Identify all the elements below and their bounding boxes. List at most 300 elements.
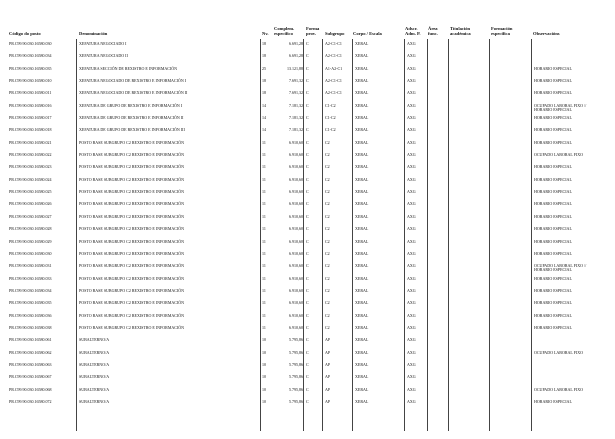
cell-sub: A2-C1-C1 [325,90,342,96]
table-row [9,397,606,409]
column-divider [260,39,261,431]
cell-level: 11 [262,300,266,306]
cell-sub: C2 [325,263,330,269]
cell-level: 11 [262,238,266,244]
cell-comp: 5.795,86 [289,349,303,355]
cell-comp: 6.910,60 [289,250,303,256]
table-row [9,150,606,162]
cell-comp: 5.795,86 [289,374,303,380]
cell-forma: C [306,115,309,121]
cell-forma: C [306,41,309,46]
cell-name: SUBALTERNO/A [79,374,110,380]
cell-corpo: XERAL [355,176,369,182]
cell-level: 11 [262,324,266,330]
cell-name: POSTO BASE SUBGRUPO C2 REXISTRO E INFORMACIÓN [79,213,185,219]
cell-code: PR.C99.90.030.16580.068 [9,386,52,392]
cell-corpo: XERAL [355,164,369,170]
table-row [9,51,606,63]
cell-sub: C2 [325,275,330,281]
header-subgrupo: Subgrupo [325,31,345,36]
header-adscr: Adscr. Adm. P. [405,26,421,36]
table-row [9,348,606,360]
cell-sub: C1-C2 [325,115,336,121]
cell-sub: AP [325,398,331,404]
cell-comp: 5.795,86 [289,337,303,343]
cell-corpo: XERAL [355,361,369,367]
table-row [9,138,606,150]
cell-obs: HORARIO ESPECIAL [534,213,572,219]
cell-level: 25 [262,65,266,71]
cell-corpo: XERAL [355,287,369,293]
cell-forma: C [306,349,309,355]
cell-corpo: XERAL [355,90,369,96]
cell-obs: HORARIO ESPECIAL [534,65,572,71]
cell-forma: C [306,213,309,219]
cell-obs: HORARIO ESPECIAL [534,250,572,256]
cell-obs: HORARIO ESPECIAL [534,324,572,330]
cell-sub: AP [325,337,331,343]
cell-obs: OCUPADO LABORAL FIXO // HORARIO ESPECIAL [534,263,587,273]
cell-sub: A2-C1-C1 [325,78,342,84]
cell-comp: 6.910,60 [289,324,303,330]
header-forma: Forma prov. [306,26,320,36]
cell-code: PR.C99.90.030.16580.022 [9,152,52,158]
cell-name: XEFATURA NEGOCIADO I [79,41,127,46]
cell-obs: HORARIO ESPECIAL [534,90,572,96]
cell-comp: 6.910,60 [289,300,303,306]
cell-adscr: AXG [407,127,416,133]
table-row [9,175,606,187]
table-row [9,237,606,249]
cell-forma: C [306,287,309,293]
header-nivel: Nv. [262,31,269,36]
cell-sub: C2 [325,324,330,330]
cell-name: XEFATURA NEGOCIADO DE REXISTRO E INFORMACIÓN II [79,90,188,96]
column-divider [489,39,490,431]
cell-level: 11 [262,152,266,158]
cell-name: XEFATURA SECCIÓN DE REXISTRO E INFORMACIÓN [79,65,178,71]
cell-comp: 6.910,60 [289,275,303,281]
cell-code: PR.C99.90.030.16580.031 [9,263,52,269]
cell-corpo: XERAL [355,337,369,343]
cell-level: 11 [262,226,266,232]
cell-name: SUBALTERNO/A [79,361,110,367]
cell-level: 18 [262,53,266,59]
cell-sub: C2 [325,152,330,158]
cell-corpo: XERAL [355,65,369,71]
cell-obs: HORARIO ESPECIAL [534,287,572,293]
cell-forma: C [306,324,309,330]
cell-sub: AP [325,386,331,392]
table-row [9,187,606,199]
cell-level: 11 [262,164,266,170]
cell-corpo: XERAL [355,41,369,46]
cell-adscr: AXG [407,250,416,256]
cell-obs: HORARIO ESPECIAL [534,300,572,306]
cell-comp: 5.795,86 [289,386,303,392]
cell-adscr: AXG [407,349,416,355]
cell-code: PR.C99.90.030.16580.034 [9,53,52,59]
cell-sub: C2 [325,176,330,182]
table-row [9,76,606,88]
cell-comp: 6.910,60 [289,213,303,219]
table-row [9,64,606,76]
cell-adscr: AXG [407,102,416,108]
cell-obs: HORARIO ESPECIAL [534,127,572,133]
cell-code: PR.C99.90.030.16580.062 [9,349,52,355]
cell-level: 10 [262,337,266,343]
cell-obs: HORARIO ESPECIAL [534,201,572,207]
cell-comp: 6.910,60 [289,312,303,318]
cell-adscr: AXG [407,275,416,281]
cell-code: PR.C99.90.030.16580.038 [9,324,52,330]
table-row [9,39,606,51]
cell-code: PR.C99.90.030.16580.023 [9,164,52,170]
cell-adscr: AXG [407,300,416,306]
cell-code: PR.C99.90.030.16580.033 [9,275,52,281]
cell-comp: 5.795,86 [289,361,303,367]
cell-obs: HORARIO ESPECIAL [534,176,572,182]
cell-sub: C2 [325,189,330,195]
table-row [9,212,606,224]
cell-comp: 7.691,32 [289,78,303,84]
cell-forma: C [306,176,309,182]
column-divider [531,39,532,431]
cell-adscr: AXG [407,263,416,269]
cell-adscr: AXG [407,41,416,46]
cell-code: PR.C99.90.030.16580.026 [9,201,52,207]
rpt-table [9,25,606,409]
table-row [9,286,606,298]
column-divider [322,39,323,431]
cell-code: PR.C99.90.030.16580.030 [9,41,52,46]
cell-code: PR.C99.90.030.16580.030 [9,250,52,256]
cell-level: 10 [262,386,266,392]
cell-obs: OCUPADO LABORAL FIXO [534,386,584,392]
cell-forma: C [306,250,309,256]
cell-forma: C [306,90,309,96]
cell-obs: HORARIO ESPECIAL [534,238,572,244]
cell-code: PR.C99.90.030.16580.035 [9,65,52,71]
cell-corpo: XERAL [355,238,369,244]
cell-code: PR.C99.90.030.16580.034 [9,287,52,293]
column-divider [427,39,428,431]
cell-code: PR.C99.90.030.16580.016 [9,102,52,108]
cell-obs: HORARIO ESPECIAL [534,139,572,145]
cell-level: 11 [262,176,266,182]
cell-forma: C [306,386,309,392]
cell-corpo: XERAL [355,127,369,133]
cell-code: PR.C99.90.030.16580.063 [9,361,52,367]
cell-level: 18 [262,78,266,84]
table-body [9,39,606,409]
header-corpo: Corpo / Escala [353,31,382,36]
cell-name: POSTO BASE SUBGRUPO C2 REXISTRO E INFORMACIÓN [79,189,185,195]
cell-corpo: XERAL [355,226,369,232]
cell-corpo: XERAL [355,115,369,121]
cell-adscr: AXG [407,201,416,207]
cell-comp: 6.691,28 [289,41,303,46]
cell-name: XEFATURA NEGOCIADO II [79,53,128,59]
table-row [9,311,606,323]
cell-forma: C [306,398,309,404]
cell-comp: 6.910,60 [289,263,303,269]
cell-obs: HORARIO ESPECIAL [534,312,572,318]
cell-forma: C [306,238,309,244]
cell-forma: C [306,275,309,281]
cell-comp: 6.910,60 [289,287,303,293]
cell-sub: A1-A2-C1 [325,65,343,71]
cell-level: 11 [262,275,266,281]
cell-level: 11 [262,263,266,269]
cell-comp: 6.910,60 [289,152,303,158]
cell-corpo: XERAL [355,78,369,84]
column-divider [76,39,77,431]
cell-adscr: AXG [407,152,416,158]
cell-level: 10 [262,349,266,355]
column-divider [448,39,449,431]
cell-sub: C2 [325,238,330,244]
cell-sub: C1-C2 [325,102,336,108]
cell-forma: C [306,53,309,59]
cell-adscr: AXG [407,386,416,392]
cell-level: 18 [262,41,266,46]
cell-level: 14 [262,102,266,108]
cell-corpo: XERAL [355,275,369,281]
cell-name: POSTO BASE SUBGRUPO C2 REXISTRO E INFORMACIÓN [79,238,185,244]
cell-code: PR.C99.90.030.16580.010 [9,78,52,84]
cell-corpo: XERAL [355,349,369,355]
cell-sub: C2 [325,201,330,207]
cell-name: XEFATURA NEGOCIADO DE REXISTRO E INFORMACIÓN I [79,78,187,84]
cell-adscr: AXG [407,53,416,59]
cell-code: PR.C99.90.030.16580.067 [9,374,52,380]
cell-obs: OCUPADO LABORAL FIXO [534,349,584,355]
cell-corpo: XERAL [355,386,369,392]
cell-level: 14 [262,127,266,133]
cell-sub: C2 [325,213,330,219]
cell-name: POSTO BASE SUBGRUPO C2 REXISTRO E INFORMACIÓN [79,176,185,182]
cell-sub: AP [325,349,331,355]
cell-adscr: AXG [407,361,416,367]
cell-forma: C [306,164,309,170]
cell-code: PR.C99.90.030.16580.018 [9,127,52,133]
header-observaciones: Observacións [533,31,560,36]
cell-adscr: AXG [407,115,416,121]
cell-name: POSTO BASE SUBGRUPO C2 REXISTRO E INFORMACIÓN [79,275,185,281]
cell-name: POSTO BASE SUBGRUPO C2 REXISTRO E INFORMACIÓN [79,201,185,207]
cell-code: PR.C99.90.030.16580.011 [9,90,52,96]
table-row [9,274,606,286]
cell-adscr: AXG [407,139,416,145]
cell-code: PR.C99.90.030.16580.035 [9,300,52,306]
cell-comp: 7.181,32 [289,102,303,108]
cell-code: PR.C99.90.030.16580.027 [9,213,52,219]
table-row [9,199,606,211]
cell-comp: 6.910,60 [289,226,303,232]
header-area: Área func. [428,26,438,36]
cell-name: POSTO BASE SUBGRUPO C2 REXISTRO E INFORMACIÓN [79,300,185,306]
cell-sub: C2 [325,250,330,256]
cell-forma: C [306,127,309,133]
cell-comp: 6.910,60 [289,189,303,195]
cell-sub: C2 [325,139,330,145]
cell-name: SUBALTERNO/A [79,398,110,404]
cell-name: SUBALTERNO/A [79,349,110,355]
cell-forma: C [306,263,309,269]
table-row [9,323,606,335]
cell-obs: HORARIO ESPECIAL [534,189,572,195]
cell-name: POSTO BASE SUBGRUPO C2 REXISTRO E INFORMACIÓN [79,226,185,232]
cell-corpo: XERAL [355,201,369,207]
table-row [9,101,606,113]
cell-adscr: AXG [407,176,416,182]
cell-comp: 7.181,32 [289,127,303,133]
cell-adscr: AXG [407,287,416,293]
cell-name: XEFATURA DE GRUPO DE REXISTRO E INFORMACIÓN III [79,127,185,133]
cell-forma: C [306,78,309,84]
cell-name: SUBALTERNO/A [79,337,110,343]
cell-obs: HORARIO ESPECIAL [534,226,572,232]
cell-comp: 6.910,60 [289,139,303,145]
cell-corpo: XERAL [355,53,369,59]
cell-name: POSTO BASE SUBGRUPO C2 REXISTRO E INFORMACIÓN [79,250,185,256]
cell-forma: C [306,201,309,207]
cell-name: POSTO BASE SUBGRUPO C2 REXISTRO E INFORMACIÓN [79,312,185,318]
cell-level: 11 [262,250,266,256]
cell-sub: C2 [325,312,330,318]
cell-name: SUBALTERNO/A [79,386,110,392]
cell-obs: OCUPADO LABORAL FIXO // HORARIO ESPECIAL [534,102,587,112]
cell-forma: C [306,374,309,380]
cell-sub: AP [325,374,331,380]
cell-corpo: XERAL [355,263,369,269]
cell-corpo: XERAL [355,102,369,108]
cell-forma: C [306,337,309,343]
table-row [9,261,606,273]
cell-adscr: AXG [407,65,416,71]
cell-corpo: XERAL [355,152,369,158]
cell-level: 11 [262,287,266,293]
table-row [9,88,606,100]
table-row [9,298,606,310]
column-divider [352,39,353,431]
table-row [9,125,606,137]
cell-corpo: XERAL [355,312,369,318]
cell-sub: C2 [325,164,330,170]
table-row [9,385,606,397]
cell-forma: C [306,300,309,306]
cell-adscr: AXG [407,337,416,343]
cell-code: PR.C99.90.030.16580.017 [9,115,52,121]
cell-level: 11 [262,213,266,219]
cell-comp: 13.121,88 [287,65,303,71]
cell-corpo: XERAL [355,139,369,145]
header-denominacion: Denominación [79,31,108,36]
cell-name: XEFATURA DE GRUPO DE REXISTRO E INFORMACIÓN II [79,115,184,121]
cell-obs: HORARIO ESPECIAL [534,164,572,170]
cell-comp: 6.910,60 [289,164,303,170]
cell-code: PR.C99.90.030.16580.029 [9,238,52,244]
header-codigo: Código do posto [9,31,41,36]
column-divider [303,39,304,431]
cell-adscr: AXG [407,312,416,318]
cell-comp: 5.795,86 [289,398,303,404]
cell-level: 11 [262,201,266,207]
cell-adscr: AXG [407,164,416,170]
cell-code: PR.C99.90.030.16580.061 [9,337,52,343]
cell-comp: 6.910,60 [289,201,303,207]
cell-adscr: AXG [407,324,416,330]
cell-forma: C [306,65,309,71]
cell-code: PR.C99.90.030.16580.072 [9,398,52,404]
cell-obs: HORARIO ESPECIAL [534,115,572,121]
cell-level: 10 [262,374,266,380]
column-divider [404,39,405,431]
cell-sub: A2-C1-C1 [325,53,342,59]
cell-obs: OCUPADO LABORAL FIXO [534,152,584,158]
cell-adscr: AXG [407,398,416,404]
cell-level: 11 [262,139,266,145]
cell-comp: 6.910,60 [289,176,303,182]
cell-adscr: AXG [407,374,416,380]
cell-sub: AP [325,361,331,367]
cell-corpo: XERAL [355,213,369,219]
cell-name: POSTO BASE SUBGRUPO C2 REXISTRO E INFORMACIÓN [79,263,185,269]
cell-level: 11 [262,312,266,318]
table-row [9,372,606,384]
header-formacion: Formación específica [491,26,513,36]
cell-name: POSTO BASE SUBGRUPO C2 REXISTRO E INFORMACIÓN [79,139,185,145]
table-header [9,25,606,39]
cell-code: PR.C99.90.030.16580.021 [9,139,52,145]
cell-name: POSTO BASE SUBGRUPO C2 REXISTRO E INFORMACIÓN [79,324,185,330]
cell-corpo: XERAL [355,398,369,404]
table-row [9,335,606,347]
cell-sub: C1-C2 [325,127,336,133]
table-row [9,249,606,261]
cell-level: 11 [262,189,266,195]
table-row [9,113,606,125]
cell-level: 14 [262,115,266,121]
cell-adscr: AXG [407,189,416,195]
cell-code: PR.C99.90.030.16580.025 [9,189,52,195]
cell-sub: C2 [325,300,330,306]
cell-comp: 7.691,32 [289,90,303,96]
cell-name: POSTO BASE SUBGRUPO C2 REXISTRO E INFORMACIÓN [79,164,185,170]
cell-level: 10 [262,398,266,404]
cell-comp: 6.910,60 [289,238,303,244]
cell-name: POSTO BASE SUBGRUPO C2 REXISTRO E INFORMACIÓN [79,152,185,158]
table-row [9,224,606,236]
cell-obs: HORARIO ESPECIAL [534,275,572,281]
cell-comp: 7.181,32 [289,115,303,121]
table-row [9,360,606,372]
cell-comp: 6.691,28 [289,53,303,59]
cell-code: PR.C99.90.030.16580.024 [9,176,52,182]
cell-obs: HORARIO ESPECIAL [534,78,572,84]
cell-adscr: AXG [407,90,416,96]
header-complemento: Complem. específico [274,26,295,36]
cell-forma: C [306,102,309,108]
cell-corpo: XERAL [355,189,369,195]
cell-forma: C [306,361,309,367]
cell-adscr: AXG [407,78,416,84]
cell-forma: C [306,226,309,232]
cell-adscr: AXG [407,238,416,244]
cell-sub: A2-C1-C1 [325,41,342,46]
header-titulacion: Titulación académica [450,26,471,36]
